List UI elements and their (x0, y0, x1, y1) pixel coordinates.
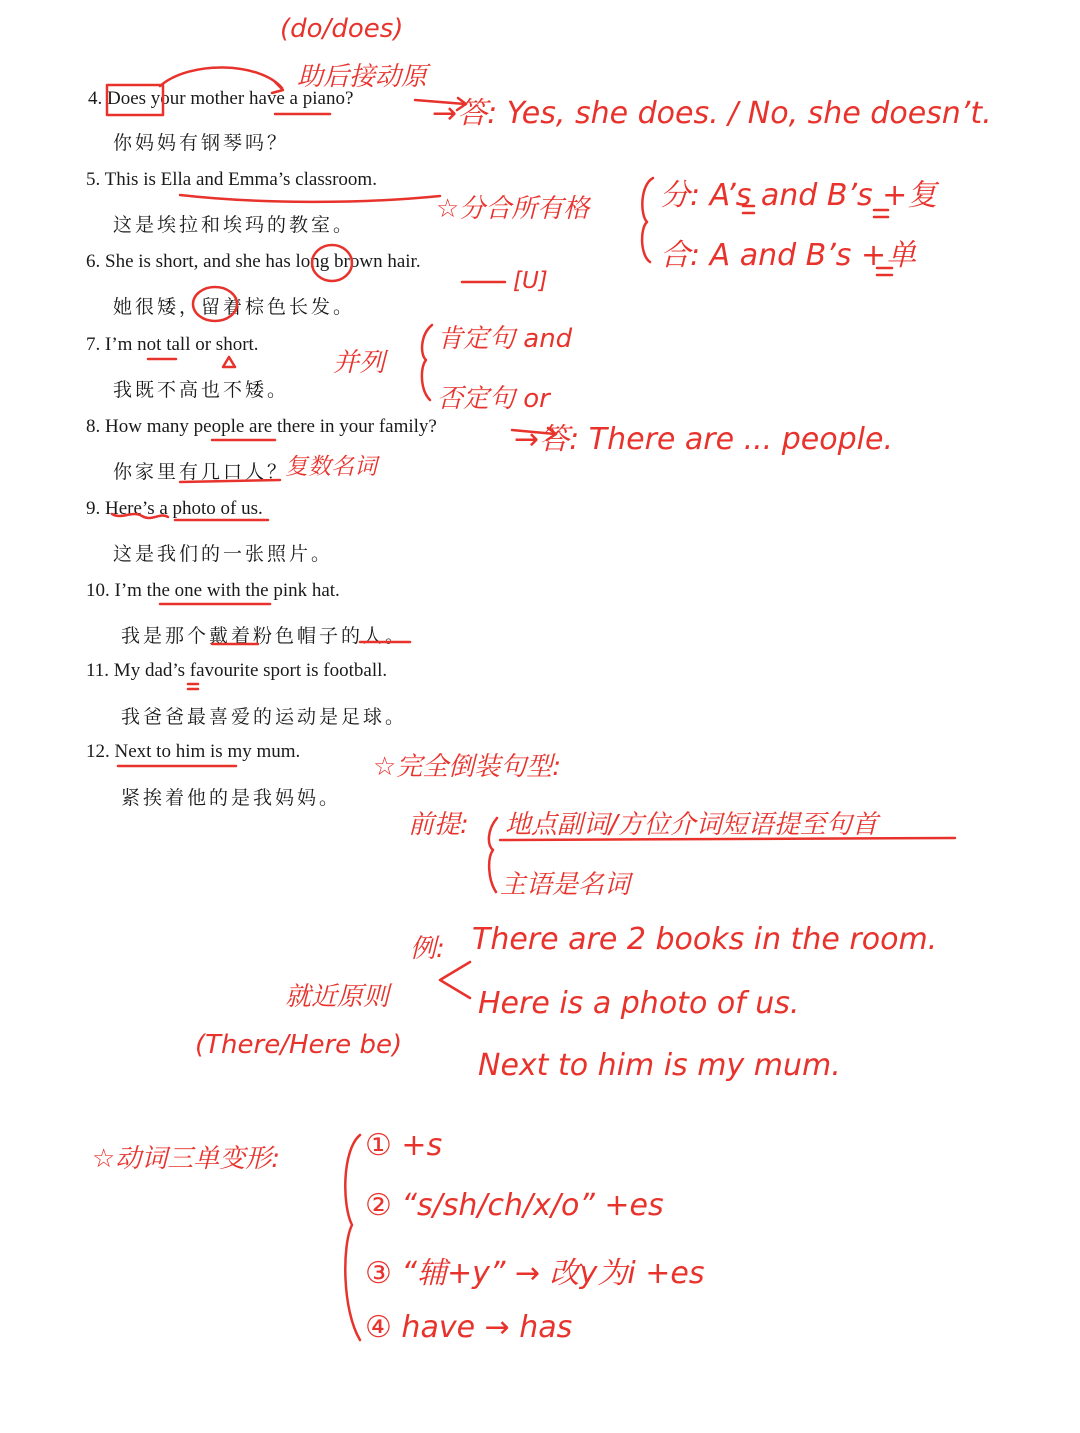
note-possessive-separate: 分: A’s and B’s +复 (660, 178, 938, 213)
note-verb-title: ☆动词三单变形: (92, 1144, 281, 1174)
note-verb-rule-2: ② “s/sh/ch/x/o” +es (365, 1188, 664, 1223)
brace-parallel (422, 325, 432, 400)
note-possessive-joint: 合: A and B’s +单 (660, 238, 917, 273)
sentence-12-zh: 紧挨着他的是我妈妈。 (121, 788, 342, 809)
note-proximity-rule: 就近原则 (285, 982, 390, 1012)
note-example-3: Next to him is my mum. (478, 1048, 841, 1083)
sentence-11-zh: 我爸爸最喜爱的运动是足球。 (121, 707, 408, 728)
note-inversion-title: ☆完全倒装句型: (373, 752, 562, 782)
note-hair-phonetic: [U] (513, 268, 548, 294)
note-plural-noun: 复数名词 (285, 454, 377, 480)
note-possessive-title: ☆分合所有格 (436, 194, 590, 224)
note-negative-or: 否定句 or (437, 384, 550, 414)
note-do-does: (do/does) (280, 14, 404, 44)
note-premise-2: 主语是名词 (500, 870, 631, 900)
sentence-8-en: 8. How many people are there in your family? (86, 416, 437, 437)
sentence-10-en: 10. I’m the one with the pink hat. (86, 580, 340, 601)
note-answer-4: →答: Yes, she does. / No, she doesn’t. (432, 96, 992, 131)
sentence-4-zh: 你妈妈有钢琴吗？ (113, 133, 290, 154)
sentence-6-en: 6. She is short, and she has long brown hair. (86, 251, 421, 272)
note-parallel: 并列 (333, 348, 386, 378)
sentence-11-en: 11. My dad’s favourite sport is football. (86, 660, 388, 681)
sentence-4-en: 4. Does your mother have a piano? (88, 88, 354, 109)
note-there-here-be: (There/Here be) (195, 1030, 403, 1060)
brace-verb-rules (345, 1135, 360, 1340)
brace-premise (489, 818, 497, 892)
sentence-10-zh: 我是那个戴着粉色帽子的人。 (121, 626, 408, 647)
sentence-7-zh: 我既不高也不矮。 (113, 380, 290, 401)
note-aux-rule: 助后接动原 (297, 62, 428, 92)
sentence-5-en: 5. This is Ella and Emma’s classroom. (86, 169, 377, 190)
note-premise-label: 前提: (408, 810, 469, 840)
note-verb-rule-1: ① +s (365, 1128, 443, 1163)
sentence-6-zh: 她很矮，留着棕色长发。 (113, 297, 356, 318)
note-verb-rule-3: ③ “辅+y” → 改y为i +es (365, 1256, 705, 1291)
note-example-1: There are 2 books in the room. (472, 922, 938, 957)
sentence-9-zh: 这是我们的一张照片。 (113, 544, 334, 565)
note-example-label: 例: (410, 934, 445, 964)
sentence-5-zh: 这是埃拉和埃玛的教室。 (113, 215, 356, 236)
sentence-12-en: 12. Next to him is my mum. (86, 741, 301, 762)
mark-dads (188, 684, 198, 689)
note-example-2: Here is a photo of us. (478, 986, 800, 1021)
triangle-or (223, 357, 235, 367)
sentence-8-zh: 你家里有几口人？ (113, 462, 290, 483)
sentence-9-en: 9. Here’s a photo of us. (86, 498, 263, 519)
underline-ella-emma (180, 195, 440, 202)
note-premise-1: 地点副词/方位介词短语提至句首 (505, 810, 878, 840)
note-affirmative-and: 肯定句 and (437, 324, 573, 354)
note-answer-8: →答: There are ... people. (514, 422, 893, 457)
arrow-does-have (160, 67, 282, 88)
note-verb-rule-4: ④ have → has (365, 1310, 573, 1345)
sentence-7-en: 7. I’m not tall or short. (86, 334, 259, 355)
brace-possessive (642, 178, 653, 262)
bracket-proximity (440, 962, 470, 998)
